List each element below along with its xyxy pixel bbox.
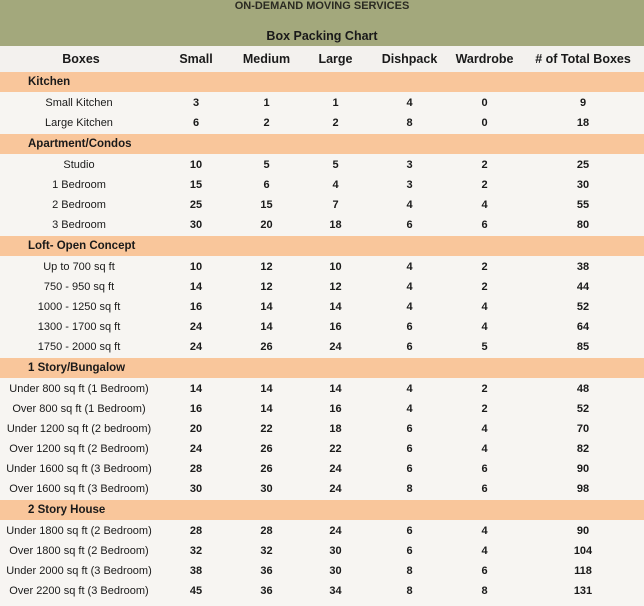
cell-wardrobe: 4 [481,301,488,313]
section-title: 1 Story/Bungalow [28,362,126,374]
cell-total: 90 [576,463,590,475]
cell-total: 131 [573,585,593,597]
row-label: Over 800 sq ft (1 Bedroom) [12,403,146,415]
table-row [0,439,644,459]
cell-wardrobe: 6 [481,483,488,495]
table-row [0,419,644,439]
cell-medium: 22 [260,423,273,435]
table-row [0,257,644,277]
cell-dishpack: 4 [406,301,413,313]
cell-total: 55 [576,199,590,211]
cell-dishpack: 6 [406,463,413,475]
cell-total: 118 [574,565,592,577]
cell-dishpack: 4 [406,261,413,273]
cell-total: 44 [576,281,590,293]
title-band [0,0,644,46]
column-header: Large [318,52,353,66]
cell-small: 32 [189,545,203,557]
cell-total: 82 [576,443,590,455]
cell-medium: 26 [260,463,273,475]
cell-medium: 5 [263,159,270,171]
cell-medium: 26 [260,443,273,455]
cell-wardrobe: 4 [481,321,488,333]
cell-total: 25 [576,159,590,171]
cell-wardrobe: 0 [481,97,488,109]
cell-small: 30 [189,219,203,231]
row-label: Under 1800 sq ft (2 Bedroom) [6,525,152,537]
cell-medium: 30 [260,483,273,495]
table-row [0,521,644,541]
cell-medium: 32 [260,545,273,557]
cell-large: 14 [329,301,342,313]
cell-medium: 14 [260,383,273,395]
cell-dishpack: 8 [406,483,413,495]
table-row [0,379,644,399]
table-row [0,175,644,195]
table-row [0,459,644,479]
cell-medium: 12 [260,281,273,293]
cell-large: 24 [329,525,342,537]
row-label: 1750 - 2000 sq ft [37,341,121,353]
cell-dishpack: 4 [406,403,413,415]
section-title: Apartment/Condos [28,138,132,150]
cell-large: 34 [329,585,342,597]
cell-dishpack: 6 [406,321,413,333]
column-header: # of Total Boxes [535,52,631,66]
cell-medium: 14 [260,301,273,313]
cell-wardrobe: 2 [481,159,488,171]
cell-medium: 26 [260,341,273,353]
cell-small: 24 [189,341,203,353]
cell-large: 24 [329,483,342,495]
row-label: 1 Bedroom [52,179,106,191]
table-row [0,317,644,337]
column-header: Boxes [62,52,100,66]
cell-wardrobe: 4 [481,525,488,537]
cell-large: 1 [332,97,339,109]
column-header: Small [179,52,213,66]
cell-total: 85 [576,341,590,353]
row-label: Over 1800 sq ft (2 Bedroom) [9,545,149,557]
cell-large: 10 [329,261,342,273]
cell-total: 64 [576,321,590,333]
cell-large: 18 [329,219,342,231]
cell-medium: 2 [263,117,270,129]
table-row [0,541,644,561]
cell-small: 30 [189,483,203,495]
cell-medium: 14 [260,403,273,415]
cell-large: 18 [329,423,342,435]
column-header: Wardrobe [455,52,514,66]
cell-dishpack: 3 [406,179,413,191]
cell-large: 12 [329,281,342,293]
table-body [0,72,644,602]
cell-total: 80 [576,219,590,231]
table-row [0,581,644,601]
section-header [0,358,644,378]
table-row [0,113,644,133]
table-row [0,561,644,581]
cell-medium: 28 [260,525,273,537]
section-title: Loft- Open Concept [28,240,136,252]
cell-small: 15 [189,179,203,191]
row-label: Small Kitchen [45,97,113,109]
cell-total: 52 [576,301,590,313]
cell-total: 38 [576,261,590,273]
cell-dishpack: 4 [406,199,413,211]
cell-large: 16 [329,321,342,333]
section-title: Kitchen [28,76,71,88]
cell-small: 25 [189,199,203,211]
cell-small: 6 [192,117,200,129]
cell-dishpack: 6 [406,525,413,537]
cell-small: 28 [189,463,203,475]
section-header [0,134,644,154]
cell-large: 7 [332,199,339,211]
cell-total: 9 [579,97,587,109]
table-row [0,399,644,419]
section-header [0,72,644,92]
section-header [0,236,644,256]
cell-small: 14 [189,281,203,293]
cell-dishpack: 6 [406,423,413,435]
cell-large: 30 [329,545,342,557]
cell-small: 10 [189,261,203,273]
cell-medium: 12 [260,261,273,273]
cell-small: 45 [189,585,203,597]
cell-dishpack: 4 [406,383,413,395]
cell-medium: 20 [260,219,273,231]
chart-title: Box Packing Chart [266,29,378,43]
cell-total: 98 [576,483,590,495]
cell-wardrobe: 2 [481,179,488,191]
cell-large: 30 [329,565,342,577]
cell-medium: 6 [263,179,270,191]
cell-wardrobe: 4 [481,199,488,211]
cell-total: 70 [576,423,590,435]
table-row [0,215,644,235]
cell-wardrobe: 2 [481,403,488,415]
cell-large: 4 [332,179,339,191]
row-label: 1000 - 1250 sq ft [37,301,121,313]
cell-medium: 36 [260,565,273,577]
cell-small: 24 [189,443,203,455]
row-label: Large Kitchen [45,117,113,129]
cell-small: 3 [192,97,200,109]
section-rows [0,520,644,602]
table-row [0,195,644,215]
cell-large: 5 [332,159,339,171]
row-label: Up to 700 sq ft [43,261,115,273]
cell-small: 28 [189,525,203,537]
cell-medium: 36 [260,585,273,597]
cell-medium: 15 [260,199,273,211]
cell-small: 16 [189,301,203,313]
cell-total: 90 [576,525,590,537]
cell-wardrobe: 4 [481,545,488,557]
cell-wardrobe: 0 [481,117,488,129]
cell-dishpack: 4 [406,281,413,293]
section-title: 2 Story House [28,504,106,516]
cell-medium: 1 [263,97,270,109]
cell-wardrobe: 2 [481,281,488,293]
table-row [0,155,644,175]
row-label: Under 800 sq ft (1 Bedroom) [9,383,149,395]
cell-small: 38 [189,565,203,577]
cell-small: 14 [189,383,203,395]
section-rows [0,256,644,358]
cell-large: 2 [332,117,339,129]
row-label: Under 1600 sq ft (3 Bedroom) [6,463,152,475]
table-row [0,337,644,357]
cell-small: 16 [189,403,203,415]
table-row [0,277,644,297]
cell-total: 30 [576,179,590,191]
row-label: Over 1200 sq ft (2 Bedroom) [9,443,149,455]
table-row [0,297,644,317]
row-label: Under 2000 sq ft (3 Bedroom) [6,565,152,577]
cell-wardrobe: 4 [481,443,488,455]
cell-dishpack: 8 [406,117,413,129]
cell-small: 10 [189,159,203,171]
row-label: Over 1600 sq ft (3 Bedroom) [9,483,149,495]
cell-medium: 14 [260,321,273,333]
cell-small: 20 [189,423,203,435]
cell-large: 14 [329,383,342,395]
cell-total: 104 [573,545,593,557]
cell-dishpack: 6 [406,443,413,455]
row-label: Over 2200 sq ft (3 Bedroom) [9,585,149,597]
cell-dishpack: 6 [406,341,413,353]
cell-total: 48 [576,383,590,395]
cell-large: 24 [329,463,342,475]
row-label: 3 Bedroom [52,219,106,231]
cell-wardrobe: 2 [481,261,488,273]
column-header: Dishpack [381,52,438,66]
company-name: ON-DEMAND MOVING SERVICES [234,0,410,12]
cell-total: 52 [576,403,590,415]
cell-dishpack: 6 [406,219,413,231]
table-row [0,93,644,113]
row-label: Under 1200 sq ft (2 bedroom) [6,423,152,435]
cell-large: 22 [329,443,342,455]
cell-small: 24 [189,321,203,333]
cell-dishpack: 3 [406,159,413,171]
table-row [0,479,644,499]
cell-large: 24 [329,341,342,353]
column-header-row [0,46,644,72]
cell-dishpack: 4 [406,97,413,109]
row-label: 750 - 950 sq ft [43,281,115,293]
cell-large: 16 [329,403,342,415]
cell-wardrobe: 4 [481,423,488,435]
cell-total: 18 [576,117,590,129]
cell-dishpack: 8 [406,585,413,597]
cell-wardrobe: 5 [481,341,488,353]
cell-wardrobe: 6 [481,219,488,231]
cell-wardrobe: 6 [481,463,488,475]
row-label: Studio [63,159,95,171]
column-header: Medium [242,52,291,66]
row-label: 1300 - 1700 sq ft [37,321,121,333]
cell-dishpack: 6 [406,545,413,557]
section-rows [0,154,644,236]
cell-dishpack: 8 [406,565,413,577]
cell-wardrobe: 8 [481,585,488,597]
section-header [0,500,644,520]
section-rows [0,92,644,134]
cell-wardrobe: 6 [481,565,488,577]
cell-wardrobe: 2 [481,383,488,395]
section-rows [0,378,644,500]
row-label: 2 Bedroom [52,199,106,211]
